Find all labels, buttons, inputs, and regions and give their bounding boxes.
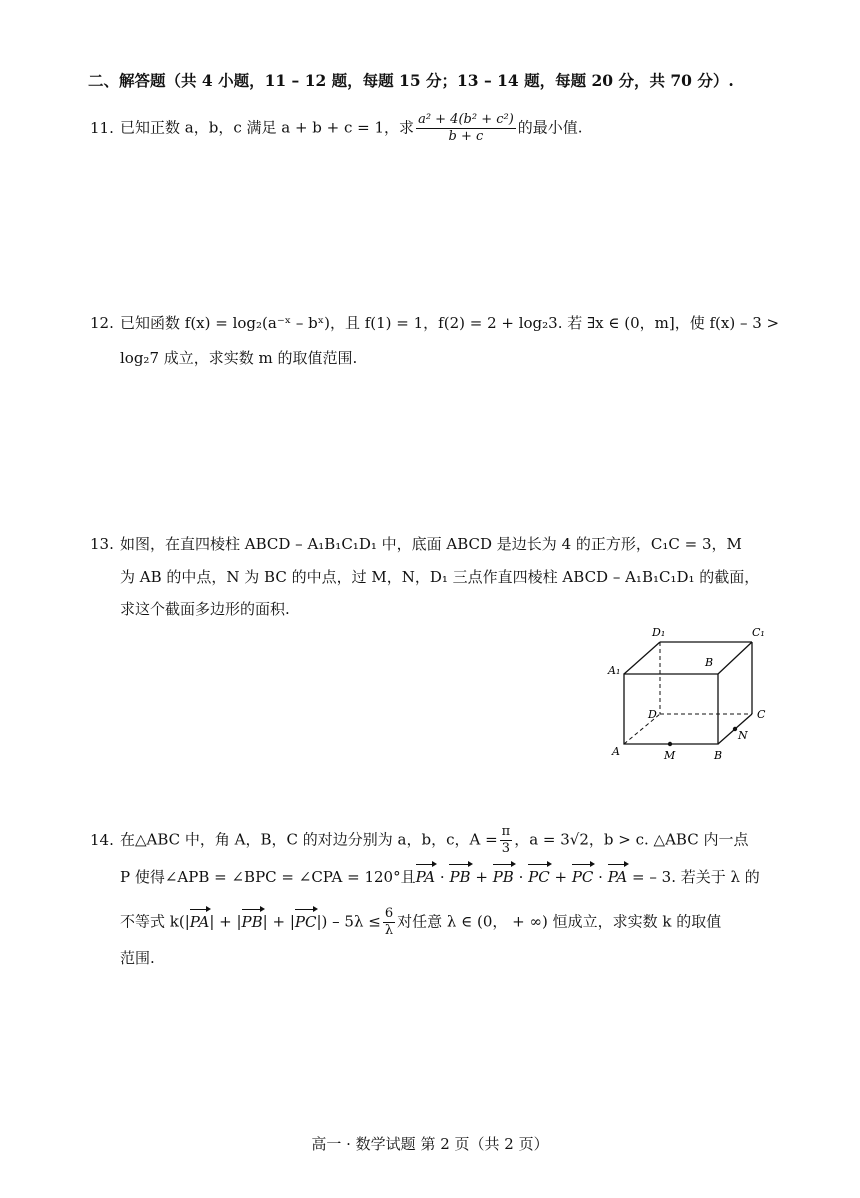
vector-pb: PB (449, 868, 471, 886)
label-c: C (757, 708, 766, 721)
vector-pa: PA (415, 868, 436, 886)
vector-pc: PC (294, 912, 317, 931)
q14-line-3: 不等式 k(|PA| + |PB| + |PC|) – 5λ ≤ $\frac{6}{\lambda}$ 对任意 λ ∈ (0， + ∞) 恒成立，求实数 k 的取值 (120, 906, 722, 938)
question-12 (90, 312, 779, 334)
q14-frac-denominator: 3 (501, 841, 511, 856)
q14-line-3-post: 对任意 λ ∈ (0， + ∞) 恒成立，求实数 k 的取值 (397, 912, 722, 931)
point-n (733, 727, 737, 731)
edge-a1-d1 (624, 642, 660, 674)
section-heading: 二、解答题（共 4 小题，11 – 12 题，每题 15 分；13 – 14 题，每题 20 分，共 70 分）. (88, 71, 734, 90)
q14-line-2-post: = – 3. 若关于 λ 的 (632, 868, 760, 886)
q13-line-1: 如图，在直四棱柱 ABCD – A₁B₁C₁D₁ 中，底面 ABCD 是边长为 4 的正方形，C₁C = 3，M (120, 535, 742, 553)
q13-line-3: 求这个截面多边形的面积. (120, 600, 290, 618)
q11-fraction (416, 112, 516, 145)
label-a1: A₁ (608, 664, 621, 677)
q11-text-post: 的最小值. (517, 118, 583, 137)
q14-fraction-pi-3 (500, 824, 513, 857)
vector-pc: PC (528, 868, 550, 886)
q14-frac2-numerator: 6 (384, 906, 394, 921)
q14-line-1-post: ，a = 3√2，b > c. △ABC 内一点 (514, 830, 749, 849)
q14-frac2-denominator: λ (384, 923, 394, 938)
question-14 (90, 824, 748, 857)
vector-pc: PC (571, 868, 594, 886)
question-13 (90, 533, 742, 555)
label-b: B (714, 749, 723, 762)
q14-line-2: P 使得∠APB = ∠BPC = ∠CPA = 120°且PA · PB + PB · PC + PC · PA = – 3. 若关于 λ 的 (120, 868, 760, 886)
question-number: 14. (90, 830, 114, 849)
label-a: A (612, 745, 620, 758)
q12-line-2: log₂7 成立，求实数 m 的取值范围. (120, 349, 358, 367)
vector-pa: PA (189, 912, 210, 931)
q14-line-4: 范围. (120, 949, 155, 967)
label-n: N (738, 729, 748, 742)
q14-line-2-pre: P 使得∠APB = ∠BPC = ∠CPA = 120°且 (120, 868, 416, 886)
q11-text-pre: 已知正数 a，b，c 满足 a + b + c = 1，求 (120, 118, 415, 137)
label-d: D (648, 708, 657, 721)
front-face (624, 674, 718, 744)
q14-line-3-mid: – 5λ ≤ (332, 912, 381, 931)
point-m (668, 742, 672, 746)
prism-figure (606, 622, 776, 762)
page-footer: 高一 · 数学试题 第 2 页（共 2 页） (311, 1135, 549, 1153)
q13-line-2: 为 AB 的中点，N 为 BC 的中点，过 M，N，D₁ 三点作直四棱柱 ABCD – A₁B₁C₁D₁ 的截面， (120, 568, 760, 586)
label-c1: C₁ (752, 626, 765, 639)
q12-line-1: 已知函数 f(x) = log₂(a⁻ˣ – bˣ)，且 f(1) = 1，f(2) = 2 + log₂3. 若 ∃x ∈ (0，m]，使 f(x) – 3 > (120, 314, 780, 332)
question-number: 11. (90, 118, 114, 137)
vector-pa: PA (607, 868, 628, 886)
q11-frac-denominator: b + c (448, 129, 484, 144)
label-d1: D₁ (652, 626, 666, 639)
vector-pb: PB (241, 912, 263, 931)
q11-frac-numerator: a² + 4(b² + c²) (418, 112, 514, 127)
q14-line-1-pre: 在△ABC 中，角 A，B，C 的对边分别为 a，b，c，A = (120, 830, 498, 849)
question-number: 13. (90, 535, 114, 553)
vector-pb: PB (492, 868, 514, 886)
label-m: M (664, 749, 676, 762)
q14-fraction-6-lambda (383, 906, 395, 939)
question-number: 12. (90, 314, 114, 332)
edge-b1-c1 (718, 642, 752, 674)
q14-line-3-pre: 不等式 k(| (120, 912, 190, 931)
label-b1: B (705, 656, 714, 669)
q14-frac-numerator: π (501, 824, 511, 839)
question-11 (90, 112, 583, 145)
